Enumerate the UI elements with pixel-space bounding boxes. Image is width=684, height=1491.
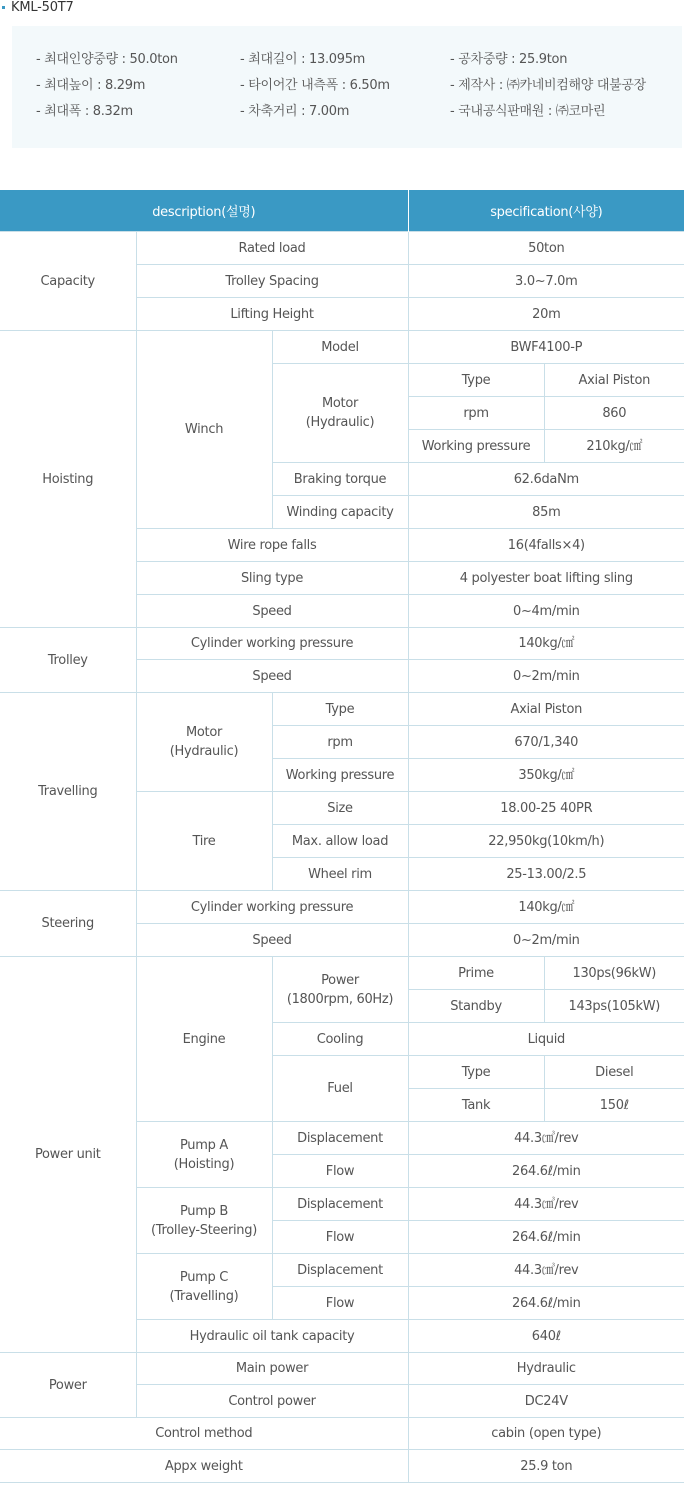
group-winch-motor: Motor (Hydraulic) xyxy=(272,364,408,463)
category-power-unit: Power unit xyxy=(0,957,136,1353)
spec-label: Working pressure xyxy=(408,430,544,463)
spec-value: Hydraulic xyxy=(408,1353,684,1385)
group-travel-motor: Motor (Hydraulic) xyxy=(136,693,272,792)
category-steering: Steering xyxy=(0,891,136,957)
spec-value: 22,950kg(10km/h) xyxy=(408,825,684,858)
spec-value: 264.6ℓ/min xyxy=(408,1287,684,1320)
spec-label: rpm xyxy=(408,397,544,430)
spec-label: Control power xyxy=(136,1385,408,1418)
summary-column-2 xyxy=(240,50,390,128)
spec-label: Winding capacity xyxy=(272,496,408,529)
group-engine: Engine xyxy=(136,957,272,1122)
spec-value: 4 polyester boat lifting sling xyxy=(408,562,684,595)
category-capacity: Capacity xyxy=(0,232,136,331)
spec-value: 264.6ℓ/min xyxy=(408,1221,684,1254)
spec-value: 85m xyxy=(408,496,684,529)
table-header-row xyxy=(0,190,684,232)
spec-value: 210kg/㎠ xyxy=(544,430,684,463)
spec-value: 0~4m/min xyxy=(408,595,684,628)
spec-value: 44.3㎤/rev xyxy=(408,1188,684,1221)
category-trolley: Trolley xyxy=(0,628,136,693)
group-fuel: Fuel xyxy=(272,1056,408,1122)
spec-label: rpm xyxy=(272,726,408,759)
spec-value: Diesel xyxy=(544,1056,684,1089)
spec-value: DC24V xyxy=(408,1385,684,1418)
group-tire: Tire xyxy=(136,792,272,891)
table-row xyxy=(0,1418,684,1450)
spec-label: Displacement xyxy=(272,1188,408,1221)
spec-value: 25-13.00/2.5 xyxy=(408,858,684,891)
spec-value: 640ℓ xyxy=(408,1320,684,1353)
spec-label: Working pressure xyxy=(272,759,408,792)
spec-value: 150ℓ xyxy=(544,1089,684,1122)
summary-item: - 최대높이 : 8.29m xyxy=(36,78,146,93)
header-specification: specification(사양) xyxy=(408,190,684,232)
spec-label: Type xyxy=(408,1056,544,1089)
table-row xyxy=(0,232,684,265)
summary-item: - 타이어간 내측폭 : 6.50m xyxy=(240,78,390,93)
spec-value: 143ps(105kW) xyxy=(544,990,684,1023)
spec-label: Cylinder working pressure xyxy=(136,628,408,660)
summary-column-1 xyxy=(36,50,178,128)
spec-label: Standby xyxy=(408,990,544,1023)
spec-label: Type xyxy=(272,693,408,726)
spec-label: Flow xyxy=(272,1287,408,1320)
spec-value: BWF4100-P xyxy=(408,331,684,364)
spec-value: Axial Piston xyxy=(544,364,684,397)
spec-label: Rated load xyxy=(136,232,408,265)
model-title: KML-50T7 xyxy=(11,0,74,15)
spec-value: 0~2m/min xyxy=(408,660,684,693)
spec-label: Hydraulic oil tank capacity xyxy=(136,1320,408,1353)
spec-label: Wheel rim xyxy=(272,858,408,891)
table-row xyxy=(0,957,684,990)
spec-value: 3.0~7.0m xyxy=(408,265,684,298)
spec-label: Speed xyxy=(136,595,408,628)
title-bullet-icon xyxy=(2,6,5,9)
spec-value: 44.3㎤/rev xyxy=(408,1122,684,1155)
group-pump-b: Pump B (Trolley-Steering) xyxy=(136,1188,272,1254)
spec-value: 140kg/㎠ xyxy=(408,891,684,924)
group-engine-power: Power (1800rpm, 60Hz) xyxy=(272,957,408,1023)
spec-label: Cooling xyxy=(272,1023,408,1056)
spec-value: 140kg/㎠ xyxy=(408,628,684,660)
table-row xyxy=(0,891,684,924)
summary-item: - 제작사 : ㈜카네비컴해양 대불공장 xyxy=(450,78,646,93)
spec-label: Lifting Height xyxy=(136,298,408,331)
summary-item: - 최대인양중량 : 50.0ton xyxy=(36,52,178,67)
table-row xyxy=(0,693,684,726)
summary-column-3 xyxy=(450,50,646,128)
spec-value: 44.3㎤/rev xyxy=(408,1254,684,1287)
category-power: Power xyxy=(0,1353,136,1418)
spec-value: 130ps(96kW) xyxy=(544,957,684,990)
table-row xyxy=(0,331,684,364)
group-pump-a: Pump A (Hoisting) xyxy=(136,1122,272,1188)
spec-value: 350kg/㎠ xyxy=(408,759,684,792)
spec-value: cabin (open type) xyxy=(408,1418,684,1450)
table-row xyxy=(0,628,684,660)
spec-value: 50ton xyxy=(408,232,684,265)
spec-value: 16(4falls×4) xyxy=(408,529,684,562)
spec-label: Type xyxy=(408,364,544,397)
summary-item: - 공차중량 : 25.9ton xyxy=(450,52,568,67)
spec-label: Braking torque xyxy=(272,463,408,496)
table-row xyxy=(0,1353,684,1385)
spec-label: Wire rope falls xyxy=(136,529,408,562)
spec-value: 860 xyxy=(544,397,684,430)
spec-label: Prime xyxy=(408,957,544,990)
spec-label: Trolley Spacing xyxy=(136,265,408,298)
group-pump-c: Pump C (Travelling) xyxy=(136,1254,272,1320)
summary-item: - 최대폭 : 8.32m xyxy=(36,104,133,119)
spec-value: Liquid xyxy=(408,1023,684,1056)
spec-value: 670/1,340 xyxy=(408,726,684,759)
spec-value: 25.9 ton xyxy=(408,1450,684,1483)
spec-label: Model xyxy=(272,331,408,364)
spec-label: Displacement xyxy=(272,1254,408,1287)
summary-item: - 최대길이 : 13.095m xyxy=(240,52,366,67)
table-row xyxy=(0,1450,684,1483)
spec-label: Sling type xyxy=(136,562,408,595)
spec-label: Speed xyxy=(136,660,408,693)
summary-item: - 국내공식판매원 : ㈜코마린 xyxy=(450,104,606,119)
spec-label: Max. allow load xyxy=(272,825,408,858)
page-title xyxy=(2,0,74,14)
spec-value: 0~2m/min xyxy=(408,924,684,957)
category-travelling: Travelling xyxy=(0,693,136,891)
summary-box xyxy=(12,26,682,148)
spec-value: 264.6ℓ/min xyxy=(408,1155,684,1188)
header-description: description(설명) xyxy=(0,190,408,232)
group-winch: Winch xyxy=(136,331,272,529)
spec-value: 20m xyxy=(408,298,684,331)
spec-value: 62.6daNm xyxy=(408,463,684,496)
category-hoisting: Hoisting xyxy=(0,331,136,628)
spec-label: Control method xyxy=(0,1418,408,1450)
spec-label: Flow xyxy=(272,1221,408,1254)
spec-label: Flow xyxy=(272,1155,408,1188)
spec-label: Displacement xyxy=(272,1122,408,1155)
summary-item: - 차축거리 : 7.00m xyxy=(240,104,350,119)
spec-label: Speed xyxy=(136,924,408,957)
spec-label: Appx weight xyxy=(0,1450,408,1483)
spec-value: 18.00-25 40PR xyxy=(408,792,684,825)
spec-label: Tank xyxy=(408,1089,544,1122)
spec-label: Cylinder working pressure xyxy=(136,891,408,924)
spec-label: Main power xyxy=(136,1353,408,1385)
spec-value: Axial Piston xyxy=(408,693,684,726)
spec-label: Size xyxy=(272,792,408,825)
spec-table xyxy=(0,190,684,1483)
